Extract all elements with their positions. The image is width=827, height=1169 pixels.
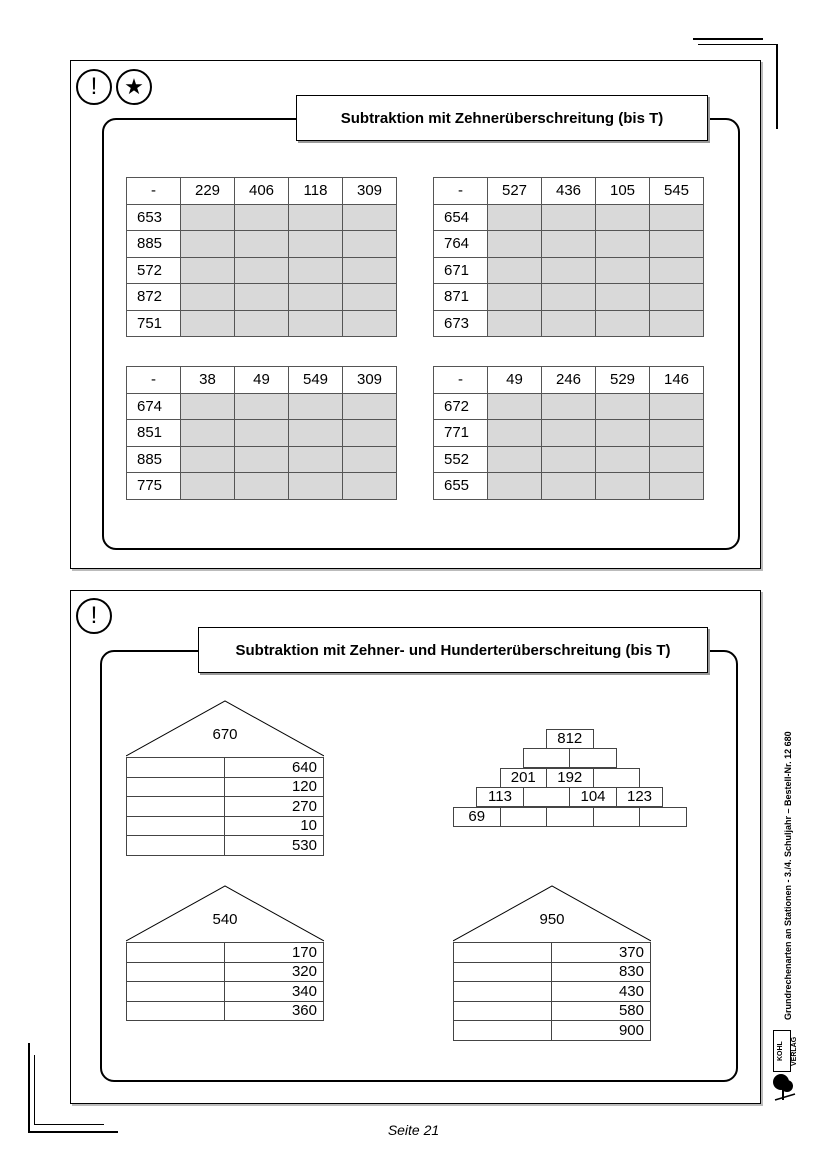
answer-cell[interactable] (650, 284, 704, 311)
answer-cell[interactable] (343, 204, 397, 231)
house-value: 580 (552, 1001, 651, 1021)
corner-line (698, 44, 778, 45)
house-row (127, 982, 324, 1002)
answer-cell[interactable] (289, 310, 343, 337)
house-value: 830 (552, 962, 651, 982)
answer-cell[interactable] (343, 284, 397, 311)
number-house (126, 885, 324, 1021)
house-value: 320 (225, 962, 324, 982)
pyramid-brick[interactable] (500, 807, 548, 827)
house-row (127, 777, 324, 797)
answer-cell[interactable] (127, 816, 225, 836)
house-row (127, 797, 324, 817)
answer-cell[interactable] (542, 284, 596, 311)
answer-cell[interactable] (181, 420, 235, 447)
star-icon: ★ (116, 69, 152, 105)
subtraction-table (433, 177, 704, 337)
answer-cell[interactable] (650, 257, 704, 284)
pyramid-brick: 123 (616, 787, 664, 807)
answer-cell[interactable] (488, 473, 542, 500)
row-header: 871 (434, 284, 488, 311)
exclamation-icon: ! (76, 598, 112, 634)
house-row (454, 1001, 651, 1021)
answer-cell[interactable] (488, 204, 542, 231)
section2-title: Subtraktion mit Zehner- und Hunderterüberschreitung (bis T) (198, 627, 708, 673)
house-row (454, 982, 651, 1002)
house-row (127, 943, 324, 963)
answer-cell[interactable] (127, 943, 225, 963)
answer-cell[interactable] (542, 393, 596, 420)
corner-cell: - (434, 178, 488, 205)
table-row (434, 257, 704, 284)
column-header: 549 (289, 367, 343, 394)
tree-logo-icon (771, 1072, 797, 1102)
answer-cell[interactable] (181, 257, 235, 284)
answer-cell[interactable] (488, 393, 542, 420)
table-row (127, 310, 397, 337)
answer-cell[interactable] (454, 1001, 552, 1021)
answer-cell[interactable] (542, 310, 596, 337)
answer-cell[interactable] (127, 797, 225, 817)
answer-cell[interactable] (488, 446, 542, 473)
table-row (434, 446, 704, 473)
answer-cell[interactable] (181, 310, 235, 337)
answer-cell[interactable] (289, 420, 343, 447)
house-value: 370 (552, 943, 651, 963)
house-value: 270 (225, 797, 324, 817)
answer-cell[interactable] (596, 231, 650, 258)
answer-cell[interactable] (235, 204, 289, 231)
table-row (434, 204, 704, 231)
column-header: 309 (343, 178, 397, 205)
subtraction-table (126, 366, 397, 500)
corner-line (28, 1043, 30, 1133)
table-row (127, 204, 397, 231)
column-header: 436 (542, 178, 596, 205)
row-header: 655 (434, 473, 488, 500)
answer-cell[interactable] (127, 1001, 225, 1021)
number-house (453, 885, 651, 1041)
answer-cell[interactable] (596, 446, 650, 473)
table-row (434, 284, 704, 311)
house-row (454, 1021, 651, 1041)
corner-cell: - (434, 367, 488, 394)
subtraction-table (126, 177, 397, 337)
answer-cell[interactable] (289, 473, 343, 500)
corner-line (34, 1055, 35, 1125)
answer-cell[interactable] (488, 231, 542, 258)
answer-cell[interactable] (650, 446, 704, 473)
pyramid-brick[interactable] (593, 807, 641, 827)
answer-cell[interactable] (235, 284, 289, 311)
column-header: 545 (650, 178, 704, 205)
column-header: 49 (488, 367, 542, 394)
row-header: 885 (127, 446, 181, 473)
answer-cell[interactable] (596, 393, 650, 420)
column-header: 146 (650, 367, 704, 394)
table-row (127, 231, 397, 258)
exclamation-icon: ! (76, 69, 112, 105)
answer-cell[interactable] (181, 473, 235, 500)
answer-cell[interactable] (650, 473, 704, 500)
column-header: 229 (181, 178, 235, 205)
row-header: 872 (127, 284, 181, 311)
table-row (127, 446, 397, 473)
page-number: Seite 21 (387, 1122, 440, 1138)
corner-line (776, 44, 778, 129)
pyramid-brick: 113 (476, 787, 524, 807)
answer-cell[interactable] (650, 393, 704, 420)
corner-cell: - (127, 367, 181, 394)
section1-title: Subtraktion mit Zehnerüberschreitung (bis T) (296, 95, 708, 141)
column-header: 406 (235, 178, 289, 205)
answer-cell[interactable] (289, 204, 343, 231)
answer-cell[interactable] (542, 446, 596, 473)
answer-cell[interactable] (127, 777, 225, 797)
table-row (434, 420, 704, 447)
column-header: 105 (596, 178, 650, 205)
publisher-logo (771, 1030, 797, 1102)
row-header: 672 (434, 393, 488, 420)
answer-cell[interactable] (488, 310, 542, 337)
corner-cell: - (127, 178, 181, 205)
answer-cell[interactable] (181, 231, 235, 258)
answer-cell[interactable] (488, 257, 542, 284)
answer-cell[interactable] (596, 257, 650, 284)
answer-cell[interactable] (454, 1021, 552, 1041)
side-publication-text: Grundrechenarten an Stationen - 3./4. Schuljahr – Bestell-Nr. 12 680 (783, 731, 793, 1020)
answer-cell[interactable] (596, 204, 650, 231)
answer-cell[interactable] (181, 204, 235, 231)
answer-cell[interactable] (181, 284, 235, 311)
answer-cell[interactable] (289, 446, 343, 473)
pyramid-brick[interactable] (546, 807, 594, 827)
house-row (127, 1001, 324, 1021)
house-row (127, 836, 324, 856)
column-header: 118 (289, 178, 343, 205)
answer-cell[interactable] (596, 420, 650, 447)
answer-cell[interactable] (235, 446, 289, 473)
row-header: 775 (127, 473, 181, 500)
publisher-name: KOHL VERLAG (773, 1030, 791, 1072)
house-value: 530 (225, 836, 324, 856)
subtraction-table (433, 366, 704, 500)
roof-number: 670 (212, 726, 238, 743)
row-header: 851 (127, 420, 181, 447)
answer-cell[interactable] (596, 284, 650, 311)
table-row (127, 420, 397, 447)
answer-cell[interactable] (235, 473, 289, 500)
row-header: 885 (127, 231, 181, 258)
column-header: 309 (343, 367, 397, 394)
pyramid-brick[interactable] (639, 807, 687, 827)
house-value: 360 (225, 1001, 324, 1021)
row-header: 751 (127, 310, 181, 337)
answer-cell[interactable] (542, 473, 596, 500)
row-header: 673 (434, 310, 488, 337)
roof-number: 950 (539, 911, 565, 928)
answer-cell[interactable] (235, 257, 289, 284)
answer-cell[interactable] (127, 836, 225, 856)
answer-cell[interactable] (343, 420, 397, 447)
column-header: 49 (235, 367, 289, 394)
pyramid-brick[interactable] (569, 748, 617, 768)
row-header: 552 (434, 446, 488, 473)
answer-cell[interactable] (181, 446, 235, 473)
house-value: 120 (225, 777, 324, 797)
pyramid-brick: 192 (546, 768, 594, 788)
table-row (434, 231, 704, 258)
row-header: 653 (127, 204, 181, 231)
column-header: 246 (542, 367, 596, 394)
corner-line (693, 38, 763, 40)
answer-cell[interactable] (343, 393, 397, 420)
answer-cell[interactable] (235, 393, 289, 420)
answer-cell[interactable] (488, 420, 542, 447)
answer-cell[interactable] (235, 310, 289, 337)
answer-cell[interactable] (542, 204, 596, 231)
house-row (454, 943, 651, 963)
pyramid-brick[interactable] (593, 768, 641, 788)
answer-cell[interactable] (454, 982, 552, 1002)
row-header: 572 (127, 257, 181, 284)
answer-cell[interactable] (235, 231, 289, 258)
answer-cell[interactable] (596, 473, 650, 500)
house-value: 170 (225, 943, 324, 963)
answer-cell[interactable] (596, 310, 650, 337)
answer-cell[interactable] (289, 393, 343, 420)
answer-cell[interactable] (488, 284, 542, 311)
answer-cell[interactable] (343, 446, 397, 473)
answer-cell[interactable] (343, 310, 397, 337)
answer-cell[interactable] (181, 393, 235, 420)
row-header: 771 (434, 420, 488, 447)
row-header: 654 (434, 204, 488, 231)
answer-cell[interactable] (650, 310, 704, 337)
pyramid-brick: 812 (546, 729, 594, 749)
answer-cell[interactable] (542, 257, 596, 284)
answer-cell[interactable] (542, 231, 596, 258)
house-value: 430 (552, 982, 651, 1002)
answer-cell[interactable] (127, 758, 225, 778)
column-header: 527 (488, 178, 542, 205)
pyramid-brick[interactable] (523, 787, 571, 807)
house-value: 340 (225, 982, 324, 1002)
house-row (127, 816, 324, 836)
table-row (127, 473, 397, 500)
row-header: 764 (434, 231, 488, 258)
answer-cell[interactable] (650, 204, 704, 231)
house-value: 10 (225, 816, 324, 836)
house-row (454, 962, 651, 982)
answer-cell[interactable] (650, 231, 704, 258)
table-row (434, 310, 704, 337)
column-header: 529 (596, 367, 650, 394)
pyramid-brick: 104 (569, 787, 617, 807)
house-value: 640 (225, 758, 324, 778)
table-row (434, 473, 704, 500)
house-value: 900 (552, 1021, 651, 1041)
number-house (126, 700, 324, 856)
table-row (127, 284, 397, 311)
answer-cell[interactable] (235, 420, 289, 447)
answer-cell[interactable] (289, 257, 343, 284)
house-row (127, 758, 324, 778)
row-header: 674 (127, 393, 181, 420)
answer-cell[interactable] (343, 231, 397, 258)
pyramid-brick: 201 (500, 768, 548, 788)
pyramid-brick: 69 (453, 807, 501, 827)
column-header: 38 (181, 367, 235, 394)
answer-cell[interactable] (454, 943, 552, 963)
answer-cell[interactable] (127, 982, 225, 1002)
house-row (127, 962, 324, 982)
table-row (127, 393, 397, 420)
answer-cell[interactable] (289, 231, 343, 258)
answer-cell[interactable] (127, 962, 225, 982)
row-header: 671 (434, 257, 488, 284)
answer-cell[interactable] (289, 284, 343, 311)
answer-cell[interactable] (343, 257, 397, 284)
table-row (434, 393, 704, 420)
pyramid-brick[interactable] (523, 748, 571, 768)
answer-cell[interactable] (542, 420, 596, 447)
table-row (127, 257, 397, 284)
answer-cell[interactable] (454, 962, 552, 982)
roof-number: 540 (212, 911, 238, 928)
answer-cell[interactable] (650, 420, 704, 447)
answer-cell[interactable] (343, 473, 397, 500)
